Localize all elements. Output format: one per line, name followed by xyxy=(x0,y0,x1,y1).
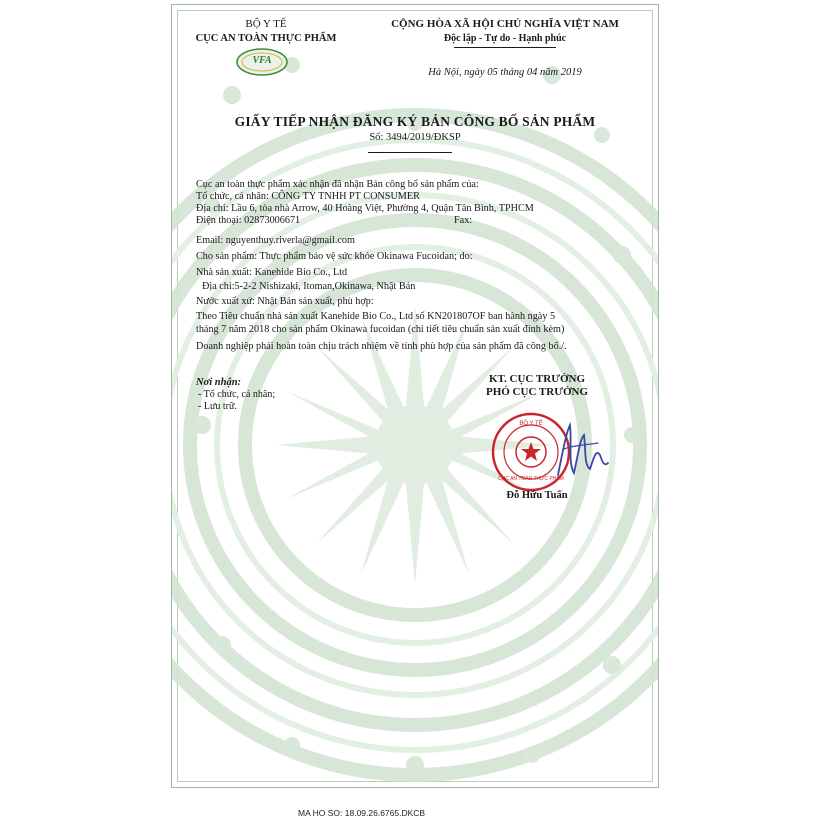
document-number: Số: 3494/2019/ĐKSP xyxy=(369,132,461,143)
title-underline xyxy=(368,152,452,153)
body-responsibility: Doanh nghiệp phải hoàn toàn chịu trách nhiệm về tính phù hợp của sản phẩm đã công bố./. xyxy=(196,341,567,352)
body-fax: Fax: xyxy=(454,215,473,226)
seal-bottom-text: CỤC AN TOÀN THỰC PHẨM xyxy=(498,476,564,482)
vfa-logo xyxy=(236,48,288,76)
motto-underline xyxy=(454,47,556,48)
body-product: Cho sản phẩm: Thực phẩm bảo vệ sức khỏe Okinawa Fucoidan; do: xyxy=(196,251,473,262)
document-title: GIẤY TIẾP NHẬN ĐĂNG KÝ BẢN CÔNG BỐ SẢN PHẨM xyxy=(234,114,596,129)
body-standard-2: tháng 7 năm 2018 cho sản phẩm Okinawa fucoidan (chi tiết tiêu chuẩn sản xuất đính kèm) xyxy=(196,324,565,335)
body-standard-1: Theo Tiêu chuẩn nhà sản xuất Kanehide Bio Co., Ltd số KN201807OF ban hành ngày 5 xyxy=(196,311,556,322)
vfa-logo-text: VFA xyxy=(252,55,272,66)
body-intro: Cục an toàn thực phẩm xác nhận đã nhận Bản công bố sản phẩm của: xyxy=(196,179,479,190)
signer-title-2: PHÓ CỤC TRƯỞNG xyxy=(485,386,589,398)
republic-name: CỘNG HÒA XÃ HỘI CHỦ NGHĨA VIỆT NAM xyxy=(391,18,619,30)
seal-top-text: BỘ Y TẾ xyxy=(519,421,543,427)
body-origin: Nước xuất xứ: Nhật Bản sản xuất, phù hợp: xyxy=(196,296,374,307)
recipient-item-1: - Tổ chức, cá nhân; xyxy=(198,389,276,400)
body-phone: Điện thoại: 02873006671 xyxy=(196,215,301,226)
issue-date: Hà Nội, ngày 05 tháng 04 năm 2019 xyxy=(428,67,582,78)
dossier-code: MA HO SO: 18.09.26.6765.DKCB xyxy=(298,808,426,818)
agency-name: CỤC AN TOÀN THỰC PHẨM xyxy=(195,33,337,44)
body-organization: Tổ chức, cá nhân: CÔNG TY TNHH PT CONSUMER xyxy=(196,191,420,202)
body-address: Địa chỉ: Lầu 6, tòa nhà Arrow, 40 Hoàng Việt, Phường 4, Quận Tân Bình, TPHCM xyxy=(196,203,534,214)
recipient-item-2: - Lưu trữ. xyxy=(198,401,237,412)
recipients-label: Nơi nhận: xyxy=(196,377,242,388)
ministry-name: BỘ Y TẾ xyxy=(245,18,287,30)
body-email: Email: nguyenthuy.riverla@gmail.com xyxy=(196,235,355,246)
signer-name: Đỗ Hữu Tuấn xyxy=(506,490,568,501)
signer-title-1: KT. CỤC TRƯỞNG xyxy=(488,373,586,385)
body-manufacturer: Nhà sản xuất: Kanehide Bio Co., Ltd xyxy=(196,267,348,278)
certificate-sheet xyxy=(171,4,659,788)
handwritten-signature xyxy=(544,415,614,485)
body-manufacturer-address: Địa chỉ:5-2-2 Nishizaki, Itoman,Okinawa, Nhật Bản xyxy=(202,281,416,292)
national-motto: Độc lập - Tự do - Hạnh phúc xyxy=(443,33,567,44)
